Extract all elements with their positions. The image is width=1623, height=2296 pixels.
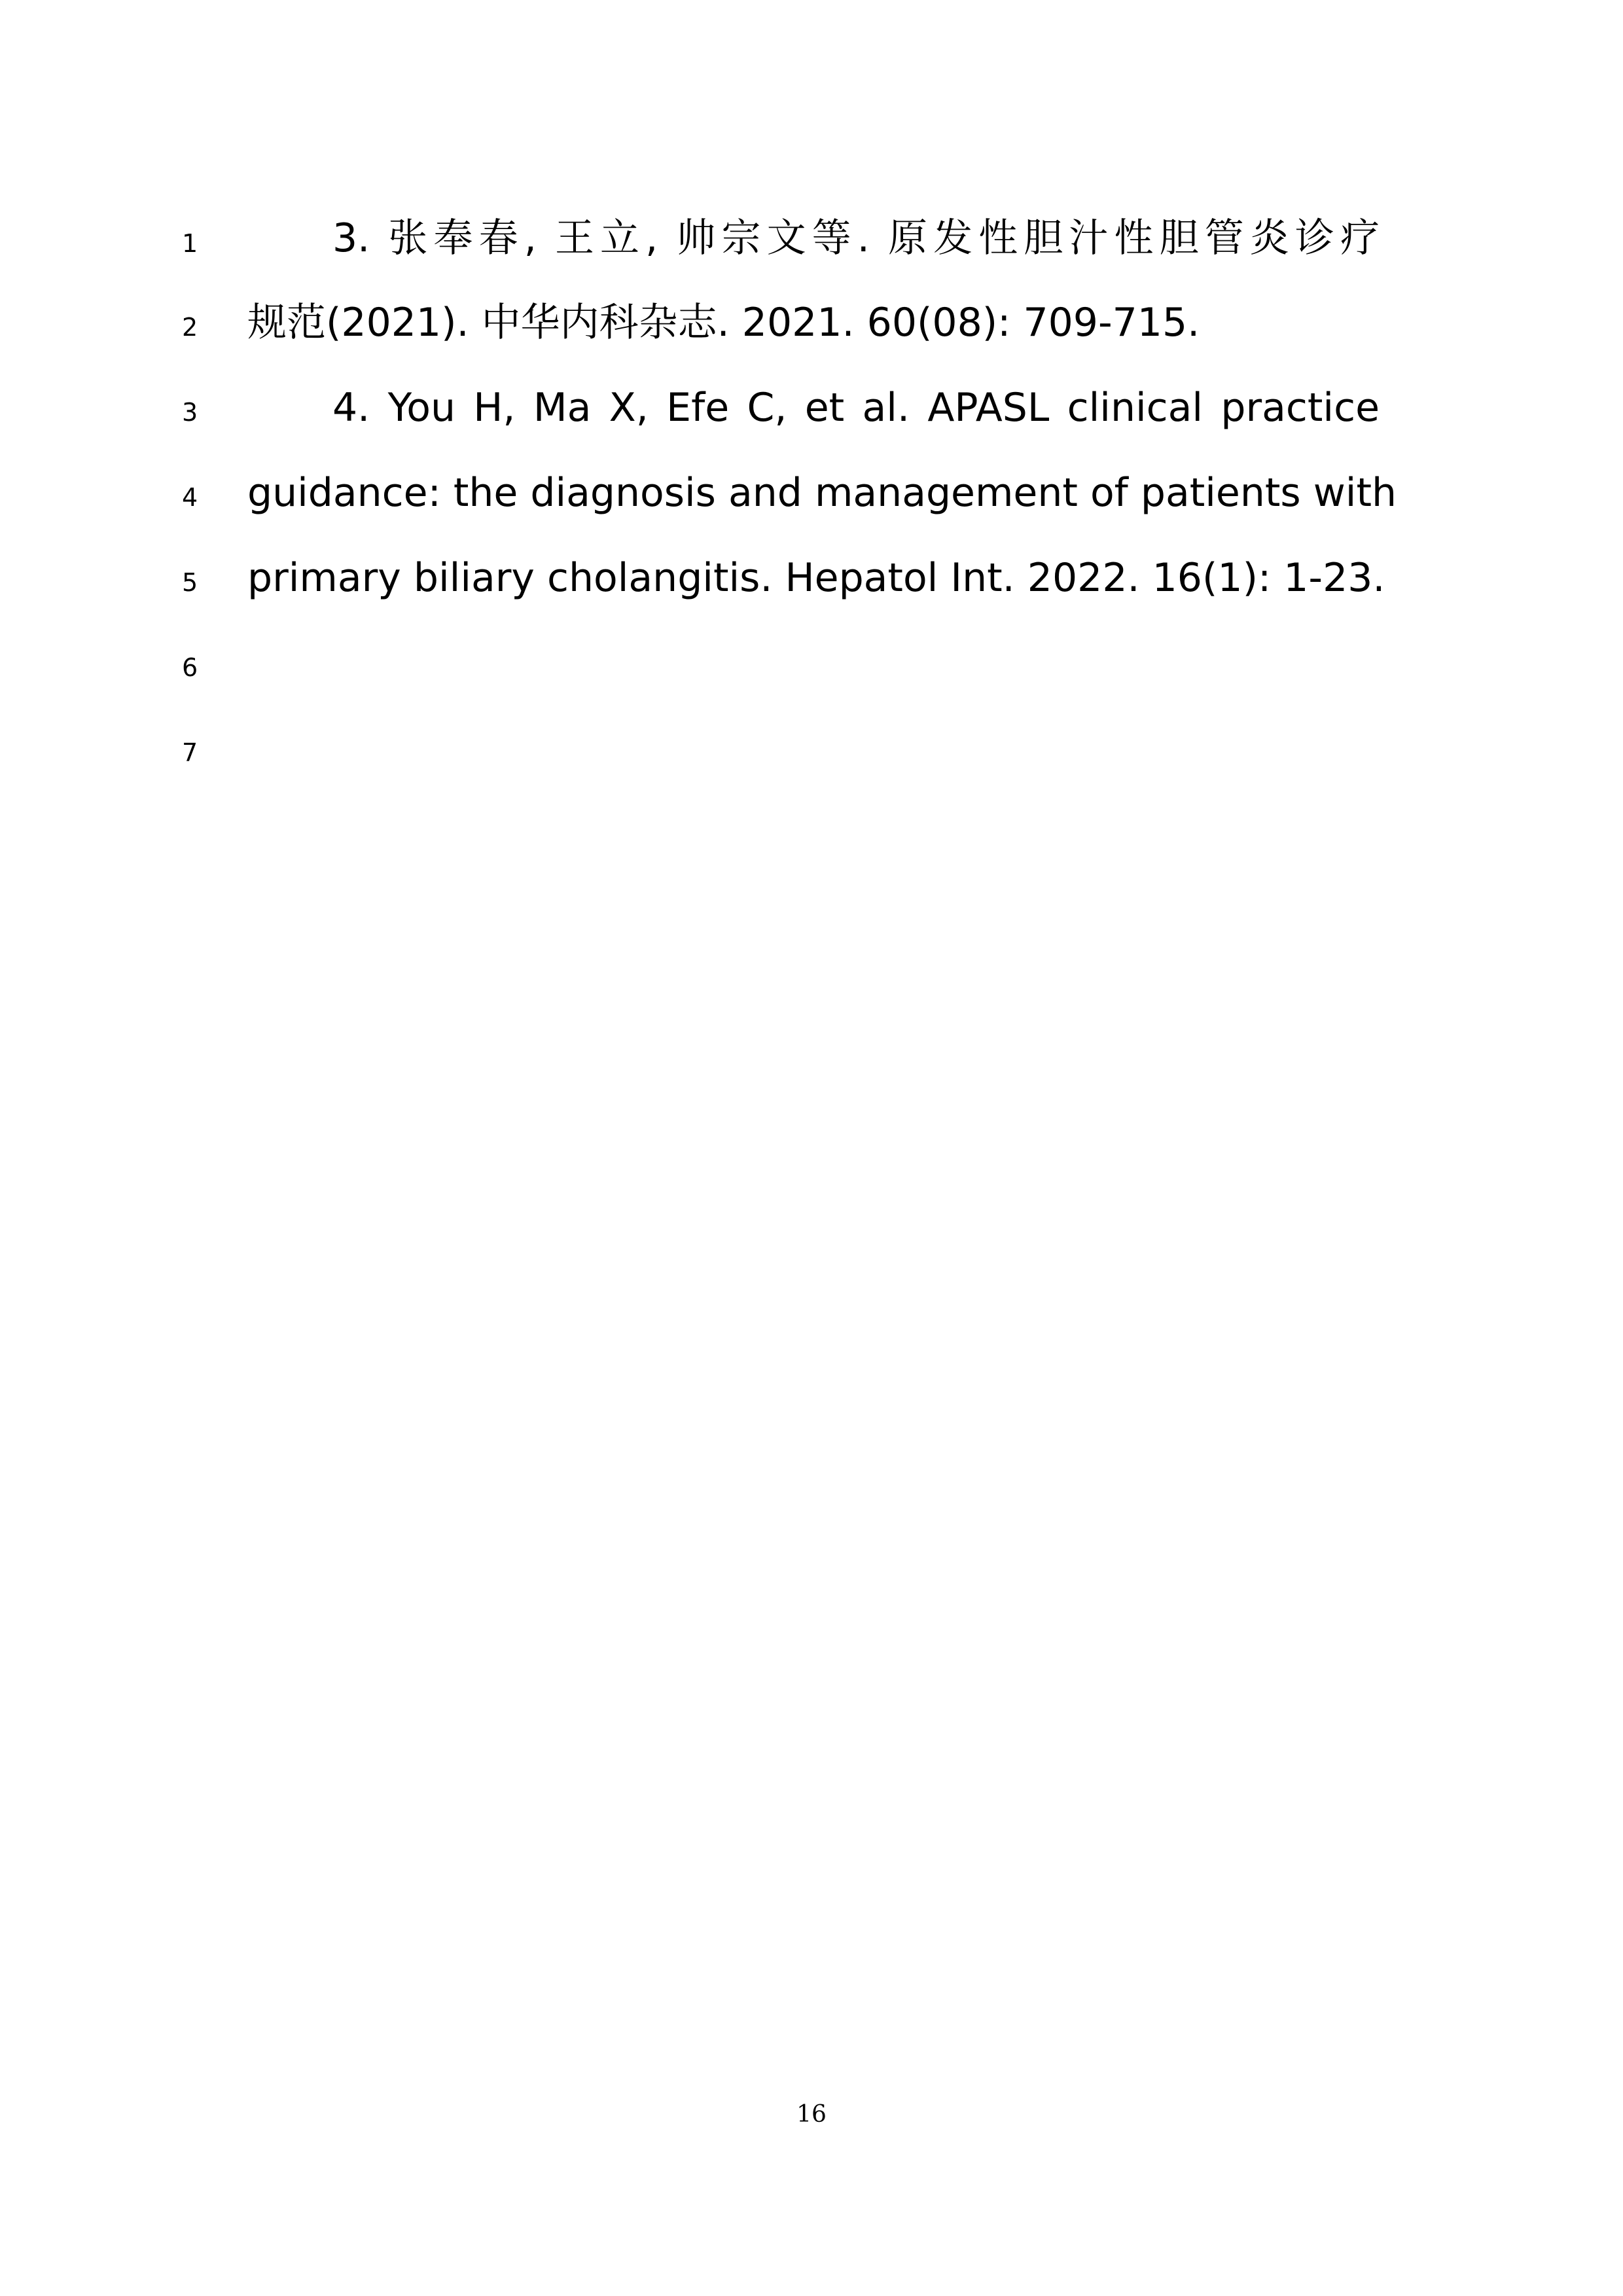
line-number: 1 xyxy=(182,229,198,258)
line-number: 6 xyxy=(182,653,198,682)
reference-4-line-2: guidance: the diagnosis and management of patients with xyxy=(247,470,1397,516)
line-number: 2 xyxy=(182,313,198,342)
reference-4-line-1: 4. You H, Ma X, Efe C, et al. APASL clinical practice xyxy=(332,385,1380,431)
reference-3-line-1: 3. 张奉春, 王立, 帅宗文等. 原发性胆汁性胆管炎诊疗 xyxy=(332,215,1380,261)
line-number: 5 xyxy=(182,568,198,597)
reference-4-line-3: primary biliary cholangitis. Hepatol Int. 2022. 16(1): 1-23. xyxy=(247,555,1385,601)
line-number: 3 xyxy=(182,398,198,427)
line-number: 4 xyxy=(182,483,198,512)
line-number: 7 xyxy=(182,738,198,767)
reference-3-line-2: 规范(2021). 中华内科杂志. 2021. 60(08): 709-715. xyxy=(247,300,1200,346)
page-number: 16 xyxy=(796,2101,827,2128)
